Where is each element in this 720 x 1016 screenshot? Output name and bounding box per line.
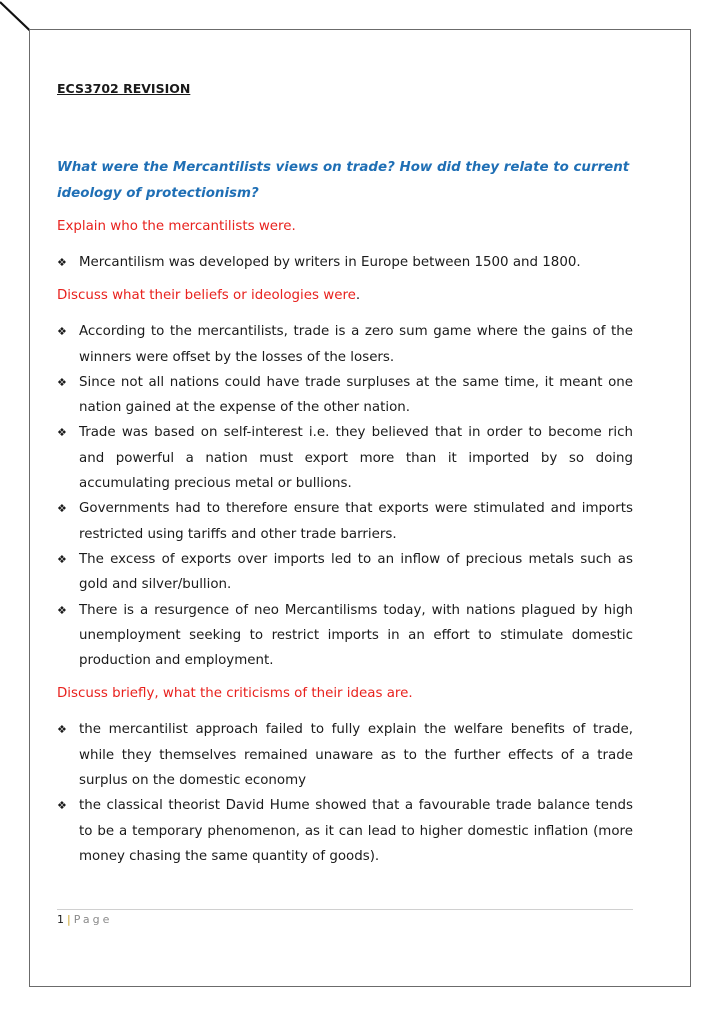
page-number: 1: [57, 913, 64, 926]
diamond-dotted-bullet-icon: ❖: [57, 256, 67, 269]
section-who: [57, 215, 633, 275]
list-item: ❖ the classical theorist David Hume showed that a favourable trade balance tends to be a temporary phenomenon, as it can lead to higher domestic inflation (more money chasing the same quantity of goods).: [57, 793, 633, 869]
bullet-list: [57, 319, 633, 673]
diamond-dotted-bullet-icon: ❖: [57, 502, 67, 516]
page-label: Page: [73, 913, 113, 926]
list-item: ❖ There is a resurgence of neo Mercantilisms today, with nations plagued by high unemployment seeking to restrict imports in an effort to stimulate domestic production and employment.: [57, 598, 633, 674]
diamond-dotted-bullet-icon: ❖: [57, 799, 67, 813]
page-content: [57, 80, 633, 878]
diamond-dotted-bullet-icon: ❖: [57, 552, 67, 566]
diamond-dotted-bullet-icon: ❖: [57, 325, 67, 339]
diamond-dotted-bullet-icon: ❖: [57, 723, 67, 737]
diamond-dotted-bullet-icon: ❖: [57, 603, 67, 617]
bullet-list: [57, 717, 633, 869]
section-criticisms: [57, 682, 633, 869]
list-item: ❖ the mercantilist approach failed to fully explain the welfare benefits of trade, while they themselves remained unaware as to the further effects of a trade surplus on the domestic economy: [57, 717, 633, 793]
page-footer: [57, 913, 112, 927]
list-item: ❖ Governments had to therefore ensure that exports were stimulated and imports restricted using tariffs and other trade barriers.: [57, 496, 633, 547]
diamond-dotted-bullet-icon: ❖: [57, 426, 67, 440]
list-item: ❖ Since not all nations could have trade surpluses at the same time, it meant one nation gained at the expense of the other nation.: [57, 370, 633, 421]
footer-divider: [57, 909, 633, 910]
list-item: ❖ The excess of exports over imports led to an inflow of precious metals such as gold and silver/bullion.: [57, 547, 633, 598]
list-item: ❖ Mercantilism was developed by writers in Europe between 1500 and 1800.: [57, 250, 633, 275]
section-heading: Discuss briefly, what the criticisms of their ideas are.: [57, 686, 413, 702]
section-heading: Explain who the mercantilists were.: [57, 219, 296, 234]
section-heading: Discuss what their beliefs or ideologies were.: [57, 288, 361, 304]
bullet-list: [57, 250, 633, 275]
list-item: ❖ According to the mercantilists, trade is a zero sum game where the gains of the winners were offset by the losses of the losers.: [57, 319, 633, 370]
question-heading: What were the Mercantilists views on trade? How did they relate to current ideology of protectionism?: [57, 160, 630, 201]
section-beliefs: [57, 284, 633, 673]
diamond-dotted-bullet-icon: ❖: [57, 375, 67, 389]
list-item: ❖ Trade was based on self-interest i.e. they believed that in order to become rich and powerful a nation must export more than it imported by so doing accumulating precious metal or bullions.: [57, 420, 633, 496]
footer-separator: |: [67, 913, 71, 926]
document-title: ECS3702 REVISION: [57, 81, 191, 96]
